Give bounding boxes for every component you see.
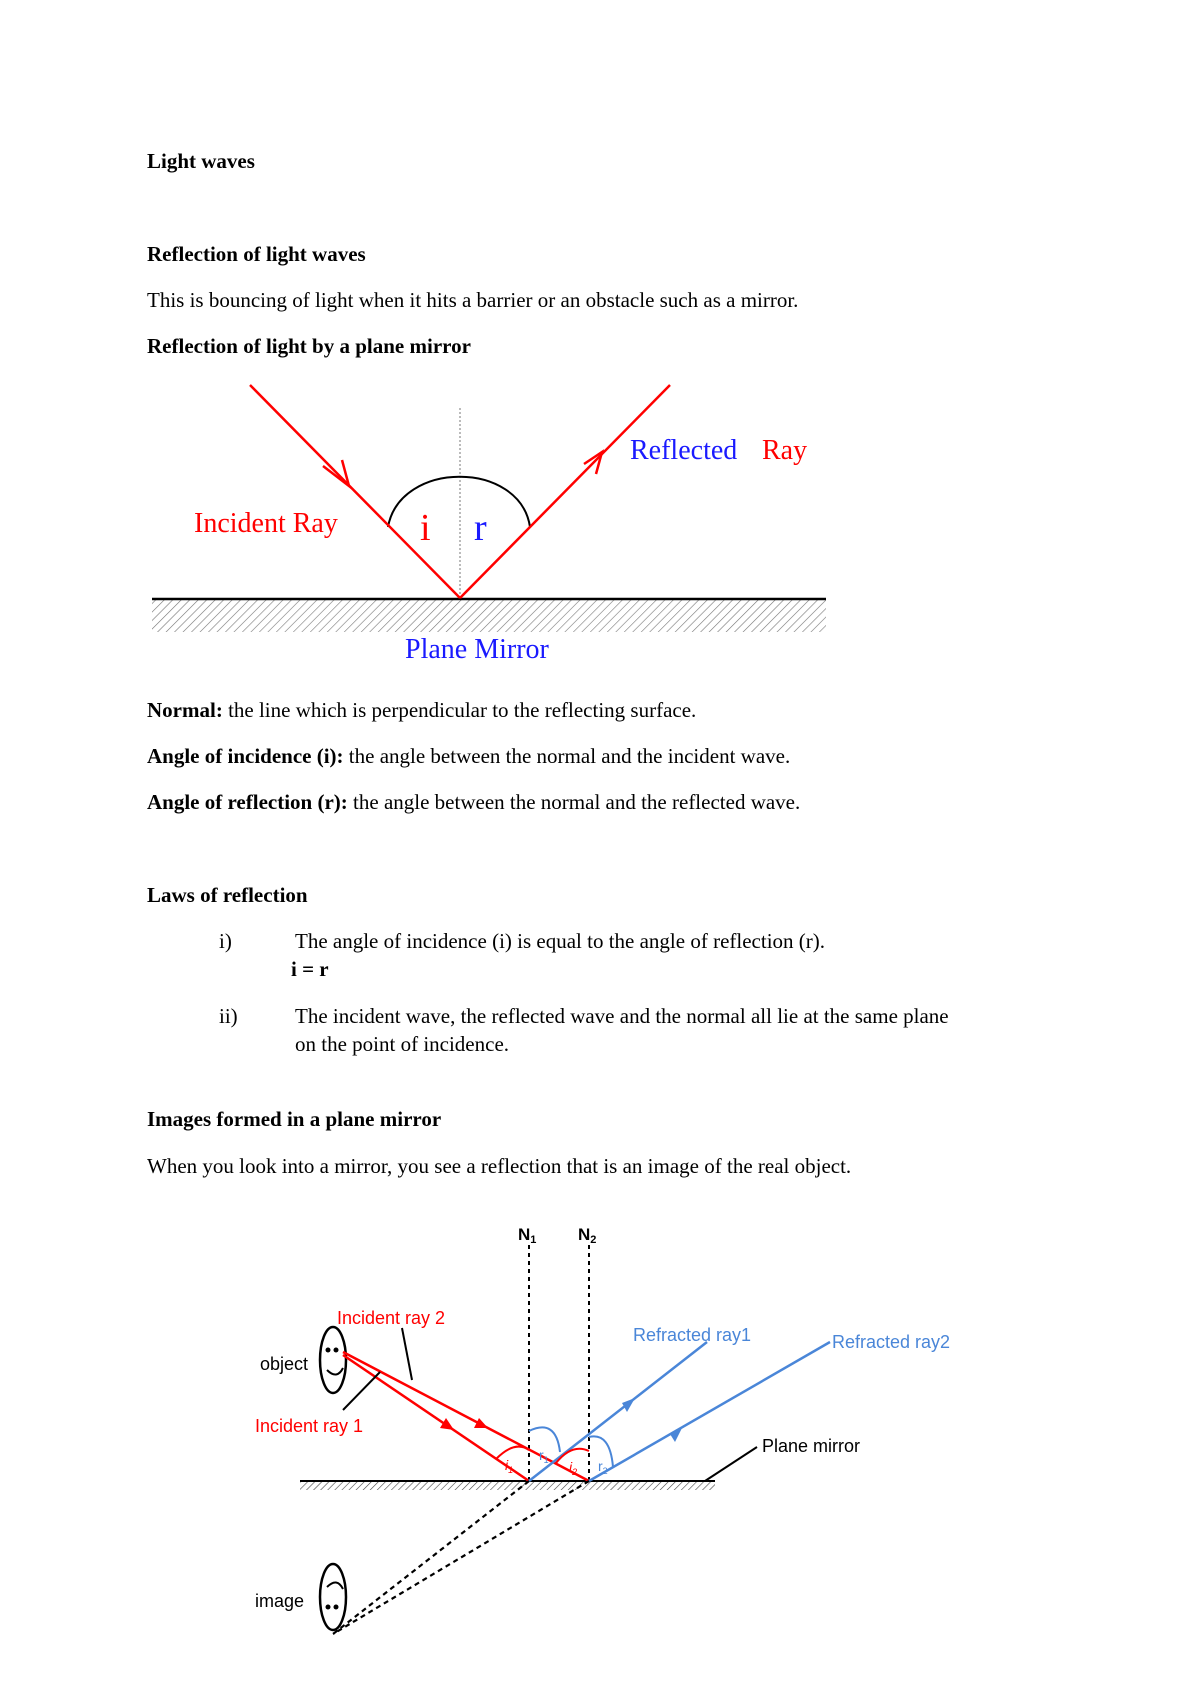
incident-ray [250,385,460,598]
refracted-ray1-label: Refracted ray1 [633,1325,752,1345]
refracted-ray-2 [589,1342,830,1481]
normal-term: Normal: [147,698,223,722]
image-formation-diagram [0,1200,1200,1696]
law2-line1: The incident wave, the reflected wave and the normal all lie at the same plane [295,1004,949,1028]
incident-ray-1-label: Incident ray 1 [255,1416,364,1436]
incidence-term: Angle of incidence (i): [147,744,344,768]
reflection-term: Angle of reflection (r): [147,790,348,814]
incidence-definition [147,743,790,769]
angle-i-label: i [420,507,431,549]
normal-definition [147,697,696,723]
law1-formula: i = r [291,957,329,981]
incident-ray-label: Incident Ray [194,508,338,539]
incidence-text: the angle between the normal and the incident wave. [343,744,791,768]
reflection-definition: This is bouncing of light when it hits a barrier or an obstacle such as a mirror. [147,288,799,312]
law1-text: The angle of incidence (i) is equal to the angle of reflection (r). [295,929,826,953]
virtual-ray-1 [333,1481,529,1634]
plane-mirror-hatching [152,600,826,632]
plane-mirror-leader [705,1447,757,1481]
angle-i1-arc [496,1447,529,1459]
reflection-text: the angle between the normal and the reflected wave. [347,790,801,814]
angle-r1-label: $r_1$ [539,1447,549,1465]
incident-ray-1-arrowhead [440,1418,454,1430]
law2-number: ii) [219,1004,238,1028]
n1-label: N1 [518,1225,537,1246]
image-label: image [255,1591,305,1611]
reflection-angle-definition [147,789,800,815]
reflection-diagram [0,0,1200,680]
plane-mirror-label: Plane mirror [762,1436,861,1456]
images-text: When you look into a mirror, you see a reflection that is an image of the real object. [147,1154,852,1178]
images-heading: Images formed in a plane mirror [147,1107,442,1131]
refracted-ray2-label: Refracted ray2 [832,1332,951,1352]
laws-heading: Laws of reflection [147,883,308,907]
reflected-label: Reflected [630,435,738,466]
angle-r-label: r [474,507,487,549]
incident-ray-1-leader [343,1372,380,1410]
refracted-ray-1-arrowhead [622,1398,635,1412]
object-face-icon [320,1327,346,1393]
incident-ray-1 [343,1355,529,1481]
incident-ray-2-label: Incident ray 2 [337,1308,446,1328]
plane-mirror-hatching [300,1481,715,1490]
reflection-heading: Reflection of light waves [147,242,366,266]
angle-arc [388,477,530,527]
angle-i2-label: $i_2$ [569,1459,578,1477]
image-face-icon [320,1564,346,1630]
angle-i1-label: $i_1$ [505,1457,514,1475]
virtual-ray-2 [333,1481,589,1634]
plane-mirror-label: Plane Mirror [405,634,549,665]
n2-label: N2 [578,1225,597,1246]
plane-mirror-heading: Reflection of light by a plane mirror [147,334,471,358]
normal-text: the line which is perpendicular to the reflecting surface. [222,698,697,722]
law2-line2: on the point of incidence. [295,1032,510,1056]
reflected-ray [460,385,670,598]
angle-r1-arc [529,1427,560,1452]
refracted-ray-1 [529,1342,707,1481]
incident-ray-2-leader [402,1328,412,1380]
ray-label: Ray [762,435,808,466]
page-title: Light waves [147,149,255,173]
law1-number: i) [219,929,232,953]
object-label: object [260,1354,309,1374]
angle-r2-label: $r_2$ [598,1458,608,1476]
